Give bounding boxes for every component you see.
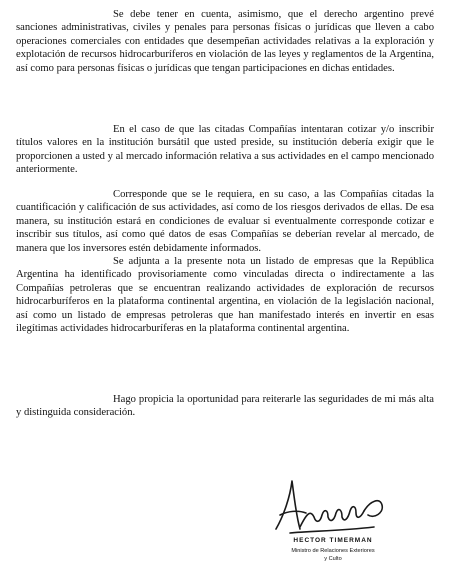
paragraph-legal-sanctions: Se debe tener en cuenta, asimismo, que el derecho argentino prevé sanciones administrativas, civiles y penales para personas físicas o jurídicas que lleven a cabo operaciones comerciales con entidades que desempeñan actividades relativas a la exploración y explotación de recursos hidrocarburíferos en violación de las leyes y reglamentos de la Argentina, así como para personas físicas o jurídicas que tengan participaciones en dichas entidades.: [16, 9, 434, 74]
paragraph-listing-information: En el caso de que las citadas Compañías intentaran cotizar y/o inscribir títulos valores en la institución bursátil que usted preside, su institución debería exigir que le proporcionen a usted y al mercado información relativa a sus actividades en el campo mencionado anteriormente.: [16, 124, 434, 176]
signatory-title-line2: y Culto: [324, 556, 342, 562]
paragraph-company-list: Se adjunta a la presente nota un listado de empresas que la República Argentina ha identificado provisoriamente como vinculadas directa o indirectamente a las Compañías petroleras que se encuentran realizando actividades de exploración de recursos hidrocarburíferos en la plataforma continental argentina, en violación de la legislación nacional, así como un listado de empresas petroleras que han manifestado interés en invertir en esas ilegítimas actividades hidrocarburíferas en la plataforma continental argentina.: [16, 256, 434, 335]
signatory-name: HECTOR TIMERMAN: [293, 537, 373, 544]
signatory-title-line1: Ministro de Relaciones Exteriores: [291, 548, 375, 554]
handwritten-signature-icon: [270, 475, 390, 535]
signatory-title: [258, 547, 408, 563]
paragraph-closing: Hago propicia la oportunidad para reiterarle las seguridades de mi más alta y distinguida consideración.: [16, 394, 434, 419]
paragraph-risk-quantification: Corresponde que se le requiera, en su caso, a las Compañías citadas la cuantificación y calificación de sus actividades, así como de los riesgos derivados de ellas. De esa manera, su institución estará en condiciones de evaluar si eventualmente corresponde cotizar e inscribir sus títulos, así como qué datos de esas Compañías se deberían revelar al mercado, de manera que los inversores estén debidamente informados.: [16, 189, 434, 254]
